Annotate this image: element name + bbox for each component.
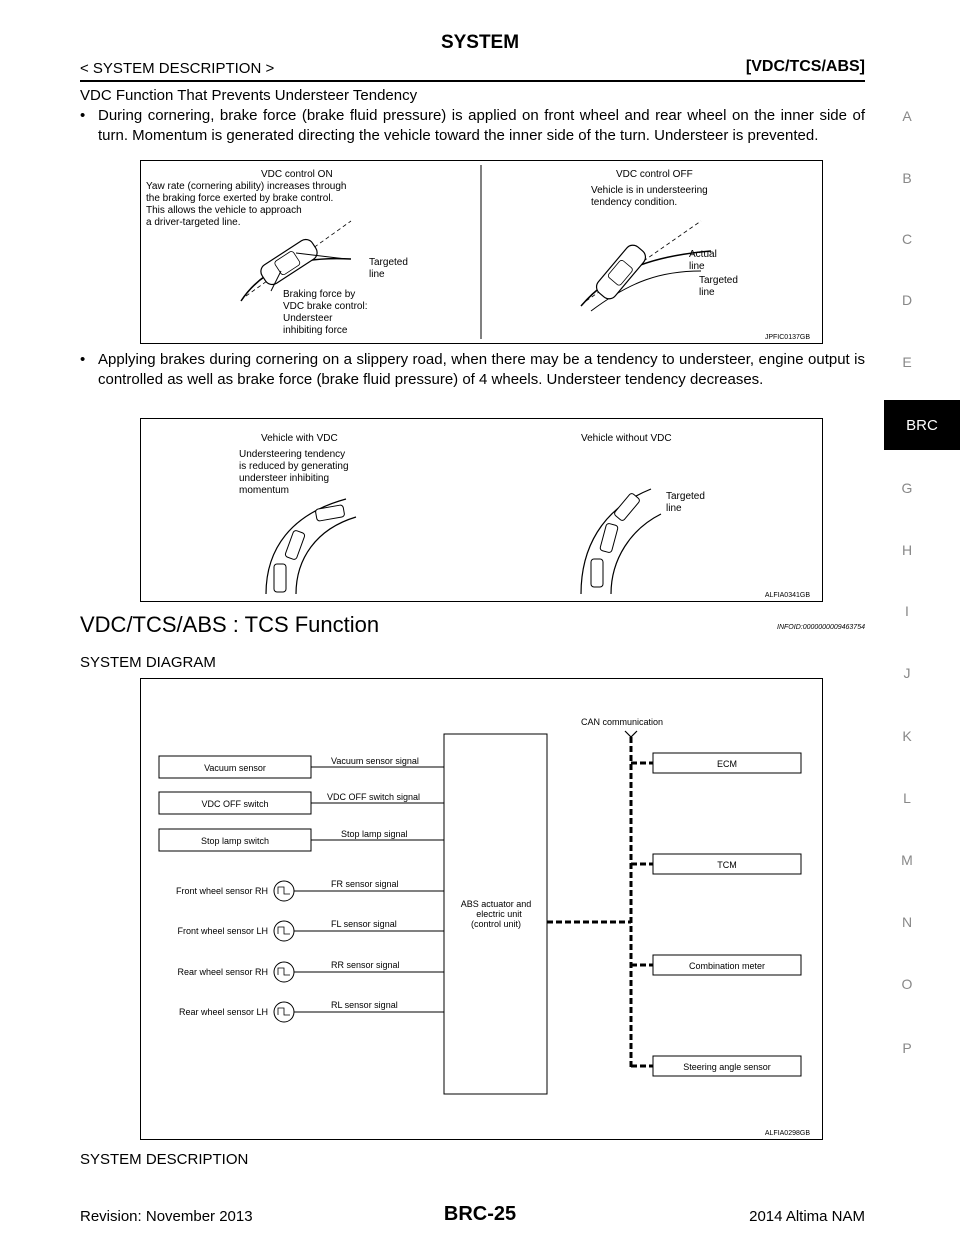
side-index-letter[interactable]: A: [902, 108, 912, 124]
header-rule: [80, 80, 865, 82]
wheel-sensor-row: [179, 1000, 444, 1022]
fig2-left-desc-line: is reduced by generating: [239, 461, 349, 472]
fig1-right-desc-line: tendency condition.: [591, 197, 678, 208]
footer-model: 2014 Altima NAM: [749, 1208, 865, 1225]
figure-vdc-on-off-drawing: [141, 161, 822, 343]
fig1-braking-label: VDC brake control:: [283, 301, 368, 312]
side-index-letter[interactable]: L: [903, 790, 911, 806]
side-index-letter[interactable]: I: [905, 603, 909, 619]
fig2-left-title: Vehicle with VDC: [261, 433, 338, 444]
fig1-left-desc-line: a driver-targeted line.: [146, 217, 241, 228]
fig1-targeted-label: line: [369, 269, 385, 280]
fig1-braking-label: Understeer: [283, 313, 333, 324]
side-index-letter[interactable]: P: [902, 1040, 912, 1056]
wheel-sensor-row: [177, 919, 444, 941]
system-description-heading: SYSTEM DESCRIPTION: [80, 1151, 249, 1168]
figure-with-without-vdc-drawing: [141, 419, 822, 601]
side-index-letter[interactable]: E: [902, 354, 912, 370]
fig2-right-title: Vehicle without VDC: [581, 433, 672, 444]
bullet-item: • Applying brakes during cornering on a slippery road, when there may be a tendency to understeer, engine output is controlled as well as brake force (brake fluid pressure) of 4 wheels. Understeer tendency decreases.: [80, 351, 865, 388]
side-index-letter[interactable]: G: [901, 480, 913, 496]
side-index-letter[interactable]: M: [901, 852, 913, 868]
fig1-left-desc-line: This allows the vehicle to approach: [146, 205, 302, 216]
fig1-braking-label: Braking force by: [283, 289, 356, 300]
side-index-letter[interactable]: C: [901, 231, 913, 247]
system-diagram-heading: SYSTEM DIAGRAM: [80, 654, 216, 671]
signal-label: FL sensor signal: [331, 919, 397, 929]
section-label: < SYSTEM DESCRIPTION >: [80, 60, 275, 77]
bullet-text: Applying brakes during cornering on a slippery road, when there may be a tendency to understeer, engine output is controlled as well as brake force (brake fluid pressure) of 4 wheels. Understeer tendency decreases.: [98, 351, 865, 388]
fig1-left-title: VDC control ON: [261, 169, 333, 180]
figure-code: JPFIC0137GB: [764, 334, 810, 341]
fig1-targeted-label-right: Targeted: [699, 275, 738, 286]
side-index-letter[interactable]: O: [901, 976, 913, 992]
fig1-actual-label: Actual: [689, 249, 717, 260]
footer-revision: Revision: November 2013: [80, 1208, 253, 1225]
abs-unit-label: ABS actuator and: [460, 899, 532, 909]
car-icon: [591, 492, 641, 587]
fig1-targeted-label: Targeted: [369, 257, 408, 268]
signal-label: FR sensor signal: [331, 879, 399, 889]
bullet-item: • During cornering, brake force (brake fluid pressure) is applied on front wheel and rear wheel on the inner side of turn. Momentum is generated directing the vehicle toward the inner side of the turn. Understeer is prevented.: [80, 107, 865, 144]
wheel-sensor-row: [177, 960, 444, 982]
fig1-braking-label: inhibiting force: [283, 325, 348, 336]
fig1-right-desc-line: Vehicle is in understeering: [591, 185, 708, 196]
car-icon: [593, 242, 648, 302]
input-label: Stop lamp switch: [200, 836, 270, 846]
fig2-left-desc-line: momentum: [239, 485, 290, 496]
figure-vdc-on-off: [140, 160, 823, 344]
understeer-heading: VDC Function That Prevents Understeer Tendency: [80, 87, 418, 104]
output-label: Steering angle sensor: [683, 1062, 771, 1072]
side-index-letter[interactable]: K: [902, 728, 912, 744]
sensor-label: Rear wheel sensor RH: [177, 967, 268, 977]
input-label: VDC OFF switch: [201, 799, 269, 809]
output-label: ECM: [717, 759, 737, 769]
fig1-left-desc-line: Yaw rate (cornering ability) increases through: [146, 181, 347, 192]
footer-page-number: BRC-25: [443, 1203, 517, 1225]
output-label: Combination meter: [688, 961, 766, 971]
fig1-targeted-label-right: line: [699, 287, 715, 298]
signal-label: RL sensor signal: [331, 1000, 398, 1010]
signal-label: Stop lamp signal: [341, 829, 408, 839]
wheel-sensor-row: [176, 879, 444, 901]
fig2-targeted-label: line: [666, 503, 682, 514]
fig1-actual-label: line: [689, 261, 705, 272]
brc-tab[interactable]: BRC: [884, 400, 960, 450]
fig1-left-desc-line: the braking force exerted by brake control.: [146, 193, 334, 204]
category-label: [VDC/TCS/ABS]: [745, 58, 865, 75]
fig2-targeted-label: Targeted: [666, 491, 705, 502]
system-diagram-drawing: [141, 679, 822, 1139]
side-index-letter[interactable]: J: [903, 665, 911, 681]
side-index-letter[interactable]: B: [902, 170, 912, 186]
system-diagram: [140, 678, 823, 1140]
figure-code: ALFIA0298GB: [764, 1130, 810, 1137]
sensor-label: Front wheel sensor LH: [177, 926, 268, 936]
figure-with-without-vdc: [140, 418, 823, 602]
abs-unit-label: (control unit): [470, 919, 522, 929]
fig2-left-desc-line: Understeering tendency: [239, 449, 346, 460]
signal-label: Vacuum sensor signal: [331, 756, 419, 766]
input-label: Vacuum sensor: [204, 763, 266, 773]
abs-unit-label: electric unit: [476, 909, 522, 919]
side-index-letter[interactable]: H: [901, 542, 913, 558]
sensor-label: Rear wheel sensor LH: [178, 1007, 268, 1017]
bullet-text: During cornering, brake force (brake fluid pressure) is applied on front wheel and rear wheel on the inner side of turn. Momentum is generated directing the vehicle toward the inner side of the turn. Understeer is prevented.: [98, 107, 865, 144]
fig2-left-desc-line: understeer inhibiting: [239, 473, 330, 484]
side-index-letter[interactable]: D: [901, 292, 913, 308]
info-id: INFOID:0000000009463754: [777, 624, 865, 631]
can-label: CAN communication: [581, 717, 664, 727]
signal-label: RR sensor signal: [331, 960, 400, 970]
sensor-label: Front wheel sensor RH: [175, 886, 268, 896]
section-title: VDC/TCS/ABS : TCS Function: [80, 612, 380, 637]
page-title: SYSTEM: [440, 32, 520, 53]
signal-label: VDC OFF switch signal: [327, 792, 421, 802]
output-label: TCM: [717, 860, 737, 870]
figure-code: ALFIA0341GB: [764, 592, 810, 599]
car-icon: [258, 236, 320, 287]
fig1-right-title: VDC control OFF: [616, 169, 693, 180]
side-index-letter[interactable]: N: [901, 914, 913, 930]
